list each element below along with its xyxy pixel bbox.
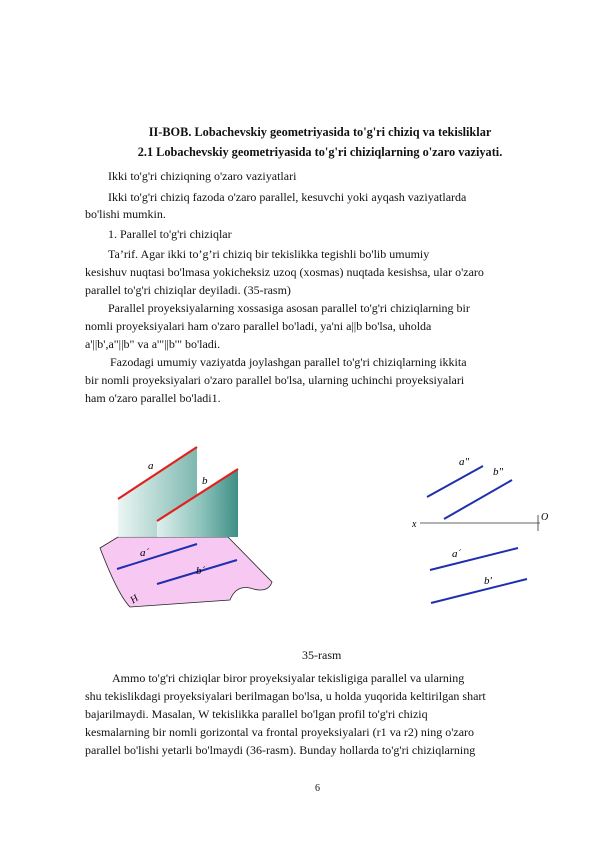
label-a1: a´: [452, 548, 462, 560]
paragraph-line: Fazodagi umumiy vaziyatda joylashgan parallel to'g'ri chiziqlarning ikkita: [110, 355, 467, 369]
section-title: 2.1 Lobachevskiy geometriyasida to'g'ri chiziqlarning o'zaro vaziyati.: [137, 145, 503, 159]
paragraph-line: Ammo to'g'ri chiziqlar biror proyeksiyalar tekisligiga parallel va ularning: [112, 671, 465, 685]
definition-line: kesishuv nuqtasi bo'lmasa yokicheksiz uzoq (xosmas) nuqtada kesishsa, ular o'zaro: [85, 265, 484, 279]
label-a: a: [148, 460, 154, 472]
paragraph-line: parallel bo'lishi yetarli bo'lmaydi (36-rasm). Bunday hollarda to'g'ri chiziqlarning: [85, 743, 476, 757]
label-x: x: [412, 519, 417, 530]
paragraph-line: Ikki to'g'ri chiziq fazoda o'zaro parallel, kesuvchi yoki ayqash vaziyatlarda: [108, 190, 467, 204]
label-a2: a": [459, 456, 470, 468]
paragraph-line: shu tekislikdagi proyeksiyalari berilmagan bo'lsa, u holda yuqorida keltirilgan shart: [85, 689, 486, 703]
paragraph-line: a'||b',a"||b" va a'"||b'" bo'ladi.: [85, 337, 221, 351]
orthographic-diagram: [411, 456, 548, 603]
spatial-diagram: [100, 447, 272, 607]
label-b2: b": [493, 466, 504, 478]
label-b-prime: b´: [196, 565, 206, 577]
paragraph-line: Parallel proyeksiyalarning xossasiga asosan parallel to'g'ri chiziqlarning bir: [108, 301, 470, 315]
definition-line: parallel to'g'ri chiziqlar deyiladi. (35-rasm): [85, 283, 291, 297]
definition-line: Ta’rif. Agar ikki to’g’ri chiziq bir tekislikka tegishli bo'lib umumiy: [108, 247, 430, 261]
label-b: b: [202, 475, 208, 487]
label-b1: b': [484, 575, 492, 587]
chapter-title: II-BOB. Lobachevskiy geometriyasida to'g'ri chiziq va tekisliklar: [148, 125, 492, 139]
paragraph-line: bo'lishi mumkin.: [85, 207, 166, 221]
line-b-double-prime: [444, 480, 512, 519]
paragraph-line: Ikki to'g'ri chiziqning o'zaro vaziyatlari: [108, 169, 297, 183]
paragraph-line: 1. Parallel to'g'ri chiziqlar: [108, 227, 232, 241]
figure-caption: 35-rasm: [302, 648, 342, 662]
line-a-double-prime: [427, 466, 483, 497]
paragraph-line: bir nomli proyeksiyalari o'zaro parallel bo'lsa, ularning uchinchi proyeksiyalari: [85, 373, 465, 387]
label-a-prime: a´: [140, 547, 150, 559]
paragraph-line: nomli proyeksiyalari ham o'zaro parallel bo'ladi, ya'ni a||b bo'lsa, uholda: [85, 319, 432, 333]
paragraph-line: kesmalarning bir nomli gorizontal va frontal proyeksiyalari (r1 va r2) ning o'zaro: [85, 725, 475, 739]
line-b-prime: [431, 579, 527, 603]
label-h: H: [128, 592, 141, 607]
page-number: 6: [315, 783, 320, 794]
label-o: O: [541, 512, 549, 523]
paragraph-line: ham o'zaro parallel bo'ladi1.: [85, 391, 221, 405]
paragraph-line: bajarilmaydi. Masalan, W tekislikka parallel bo'lgan profil to'g'ri chiziq: [85, 707, 428, 721]
line-a-prime: [430, 548, 518, 570]
